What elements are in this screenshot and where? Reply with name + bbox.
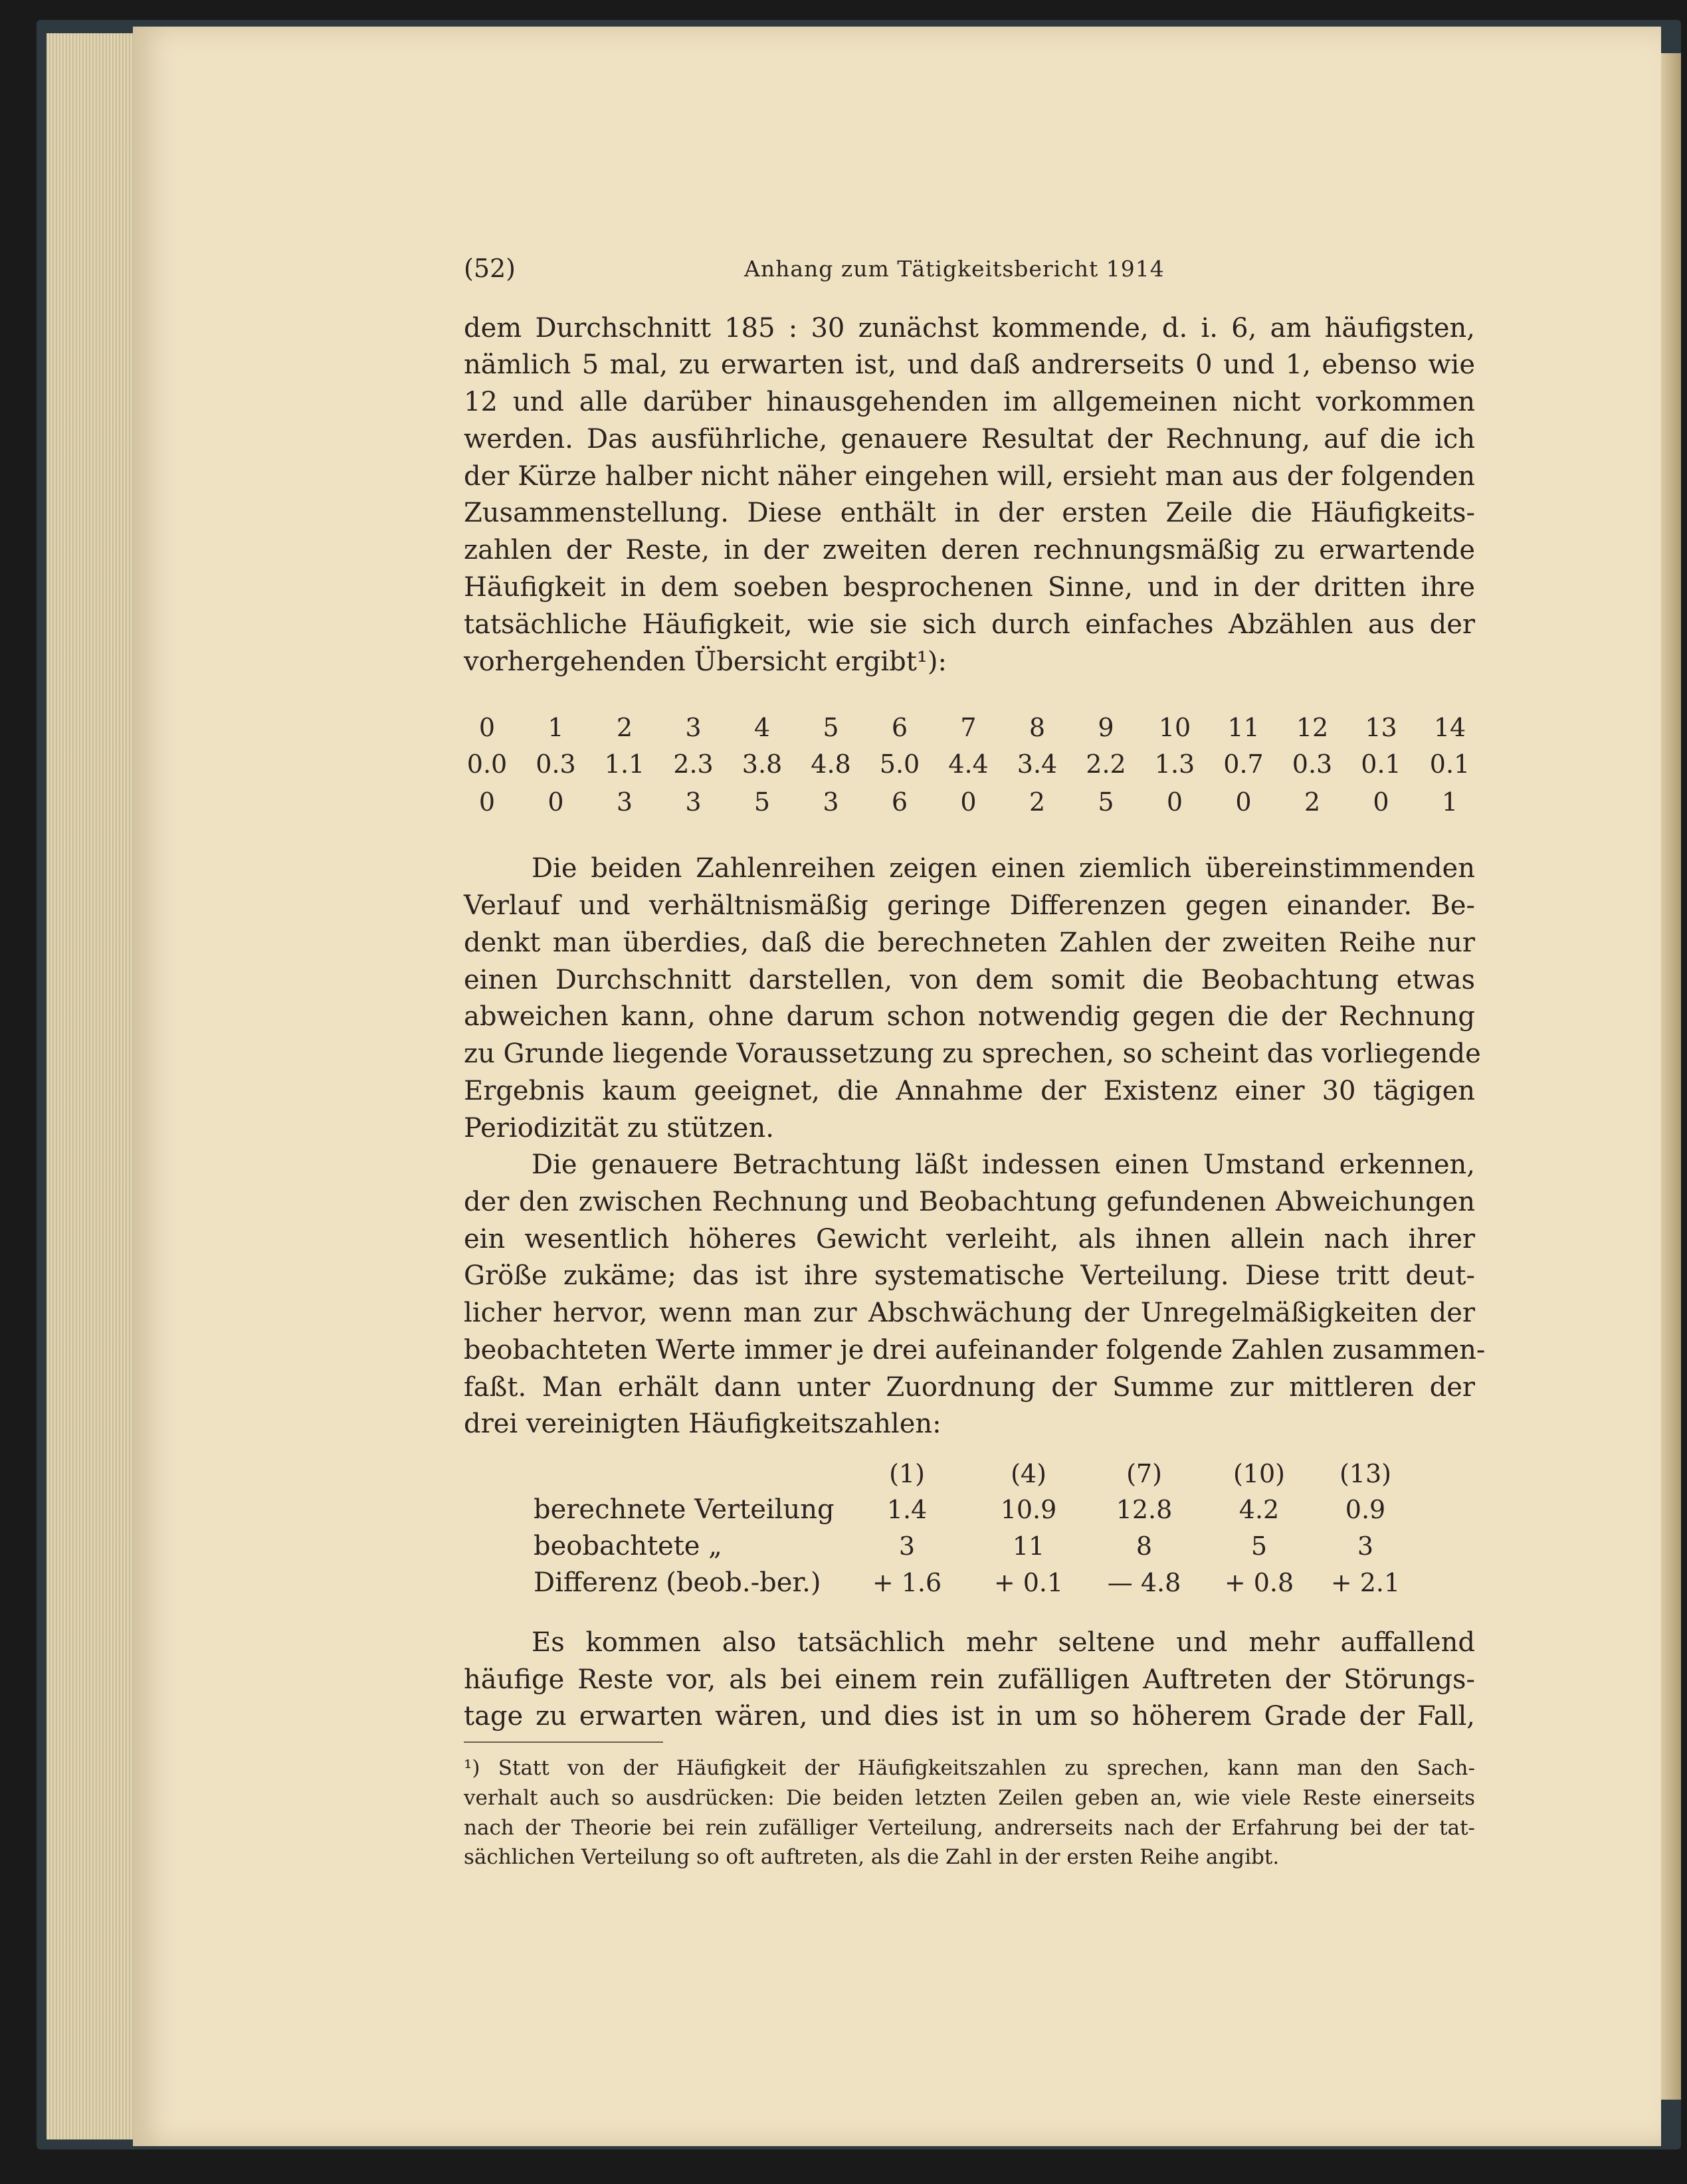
table-cell: 0 <box>1235 787 1252 817</box>
text-line: tatsächliche Häufigkeit, wie sie sich durch einfaches Abzählen aus der <box>464 609 1475 640</box>
text-line: denkt man überdies, daß die berechneten Zahlen der zweiten Reihe nur <box>464 928 1475 958</box>
table-cell: 5.0 <box>879 749 920 779</box>
table-cell: 3 <box>823 787 839 817</box>
table-cell: 0.1 <box>1361 749 1401 779</box>
text-line: einen Durchschnitt darstellen, von dem somit die Beobachtung etwas <box>464 965 1475 995</box>
text-line: Die beiden Zahlenreihen zeigen einen ziemlich übereinstimmenden <box>532 853 1475 884</box>
text-line: häufige Reste vor, als bei einem rein zufälligen Auftreten der Störungs- <box>464 1664 1475 1695</box>
column-header: (1) <box>889 1459 925 1488</box>
text-line: Verlauf und verhältnismäßig geringe Differenzen gegen einander. Be- <box>464 890 1475 921</box>
observed-frequency-row <box>0 785 1458 819</box>
column-header: (13) <box>1339 1459 1391 1488</box>
page-number: (52) <box>464 254 516 283</box>
table-cell: 0.3 <box>536 749 576 779</box>
table-cell: 12.8 <box>1116 1495 1173 1524</box>
table-cell: 1 <box>547 713 564 742</box>
text-line: zahlen der Reste, in der zweiten deren rechnungsmäßig zu erwartende <box>464 535 1475 565</box>
table-cell: 2.2 <box>1086 749 1126 779</box>
row-label: Differenz (beob.-ber.) <box>534 1567 821 1598</box>
table-cell: 0 <box>1166 787 1183 817</box>
text-line: 12 und alle darüber hinausgehenden im allgemeinen nicht vorkommen <box>464 387 1475 417</box>
table-cell: 13 <box>1365 713 1397 742</box>
page-edges <box>47 33 146 2139</box>
text-line: Ergebnis kaum geeignet, die Annahme der Existenz einer 30 tägigen <box>464 1076 1475 1106</box>
table-cell: 0 <box>478 787 496 817</box>
table-cell: 1.4 <box>886 1495 928 1524</box>
text-line: Die genauere Betrachtung läßt indessen einen Umstand erkennen, <box>532 1149 1475 1180</box>
table-cell: 2 <box>616 713 633 742</box>
table-cell: 10.9 <box>1000 1495 1057 1524</box>
footnote-line: verhalt auch so ausdrücken: Die beiden letzten Zeilen geben an, wie viele Reste einerseits <box>464 1786 1475 1810</box>
table-cell: 3 <box>685 787 702 817</box>
column-header: (4) <box>1011 1459 1046 1488</box>
text-line: der den zwischen Rechnung und Beobachtung gefundenen Abweichungen <box>464 1187 1475 1217</box>
text-line: Periodizität zu stützen. <box>464 1113 774 1143</box>
table-cell: 4.2 <box>1239 1495 1280 1524</box>
text-line: Größe zukäme; das ist ihre systematische Verteilung. Diese tritt deut- <box>464 1260 1475 1291</box>
table-cell: 5 <box>753 787 771 817</box>
table-cell: 5 <box>823 713 839 742</box>
table-cell: 8 <box>1029 713 1046 742</box>
table-cell: 12 <box>1296 713 1329 742</box>
table-cell: 11 <box>1227 713 1260 742</box>
table-cell: 0.1 <box>1429 749 1470 779</box>
table-cell: 14 <box>1433 713 1466 742</box>
table-cell: 0 <box>478 713 496 742</box>
table-cell: 11 <box>1012 1532 1045 1561</box>
text-line: der Kürze halber nicht näher eingehen will, ersieht man aus der folgenden <box>464 461 1475 492</box>
row-label: beobachtete „ <box>534 1531 722 1561</box>
right-page-edge <box>1661 53 1681 2100</box>
table-cell: 0.0 <box>466 749 508 779</box>
remainder-row <box>0 711 1466 744</box>
table-cell: 1.1 <box>604 749 645 779</box>
table-cell: + 2.1 <box>1330 1568 1401 1597</box>
table-cell: 5 <box>1250 1532 1268 1561</box>
table-cell: 4 <box>753 713 771 742</box>
text-line: licher hervor, wenn man zur Abschwächung der Unregelmäßigkeiten der <box>464 1298 1475 1328</box>
table-cell: 2.3 <box>673 749 714 779</box>
row-label: berechnete Verteilung <box>534 1494 835 1525</box>
column-header: (10) <box>1233 1459 1285 1488</box>
table-cell: 4.8 <box>811 749 851 779</box>
table-cell: 9 <box>1098 713 1114 742</box>
text-line: Es kommen also tatsächlich mehr seltene und mehr auffallend <box>532 1627 1475 1658</box>
text-line: vorhergehenden Übersicht ergibt¹): <box>464 646 947 677</box>
expected-frequency-row <box>0 747 1470 781</box>
table-cell: 5 <box>1098 787 1114 817</box>
table-cell: 3 <box>616 787 633 817</box>
table-cell: — 4.8 <box>1107 1568 1181 1597</box>
table-cell: + 1.6 <box>872 1568 942 1597</box>
running-header: Anhang zum Tätigkeitsbericht 1914 <box>744 256 1165 282</box>
table-cell: 0 <box>1373 787 1389 817</box>
footnote-rule <box>464 1741 663 1743</box>
table-cell: 1.3 <box>1154 749 1195 779</box>
text-line: abweichen kann, ohne darum schon notwendig gegen die der Rechnung <box>464 1001 1475 1032</box>
table-cell: 3.8 <box>742 749 783 779</box>
table-cell: + 0.1 <box>993 1568 1064 1597</box>
table-cell: 2 <box>1304 787 1321 817</box>
table-cell: 3 <box>1357 1532 1374 1561</box>
text-line: ein wesentlich höheres Gewicht verleiht, als ihnen allein nach ihrer <box>464 1224 1475 1254</box>
table-cell: 0 <box>547 787 564 817</box>
text-line: werden. Das ausführliche, genauere Resultat der Rechnung, auf die ich <box>464 424 1475 454</box>
text-line: faßt. Man erhält dann unter Zuordnung der Summe zur mittleren der <box>464 1372 1475 1403</box>
table-cell: + 0.8 <box>1224 1568 1294 1597</box>
table-cell: 2 <box>1029 787 1046 817</box>
table-cell: 10 <box>1158 713 1191 742</box>
footnote-line: sächlichen Verteilung so oft auftreten, als die Zahl in der ersten Reihe angibt. <box>464 1845 1280 1869</box>
text-line: Häufigkeit in dem soeben besprochenen Sinne, und in der dritten ihre <box>464 572 1475 603</box>
table-cell: 0.3 <box>1292 749 1333 779</box>
table-cell: 6 <box>891 787 908 817</box>
text-line: beobachteten Werte immer je drei aufeinander folgende Zahlen zusammen- <box>464 1335 1486 1365</box>
text-line: Zusammenstellung. Diese enthält in der ersten Zeile die Häufigkeits- <box>464 498 1475 528</box>
text-line: drei vereinigten Häufigkeitszahlen: <box>464 1409 942 1439</box>
text-line: zu Grunde liegende Voraussetzung zu sprechen, so scheint das vorliegende <box>464 1039 1481 1069</box>
text-line: nämlich 5 mal, zu erwarten ist, und daß andrerseits 0 und 1, ebenso wie <box>464 349 1475 380</box>
table-cell: 7 <box>960 713 977 742</box>
table-cell: 0 <box>960 787 977 817</box>
footnote-line: ¹) Statt von der Häufigkeit der Häufigkeitszahlen zu sprechen, kann man den Sach- <box>464 1756 1475 1780</box>
table-cell: 8 <box>1136 1532 1153 1561</box>
text-line: tage zu erwarten wären, und dies ist in um so höherem Grade der Fall, <box>464 1701 1475 1732</box>
footnote-line: nach der Theorie bei rein zufälliger Verteilung, andrerseits nach der Erfahrung bei der tat- <box>464 1816 1475 1840</box>
table-cell: 0.9 <box>1345 1495 1386 1524</box>
table-cell: 0.7 <box>1223 749 1264 779</box>
table-cell: 6 <box>891 713 908 742</box>
table-cell: 3 <box>898 1532 916 1561</box>
table-cell: 3.4 <box>1017 749 1058 779</box>
text-line: dem Durchschnitt 185 : 30 zunächst kommende, d. i. 6, am häufigsten, <box>464 313 1475 344</box>
column-header: (7) <box>1126 1459 1162 1488</box>
table-cell: 1 <box>1441 787 1458 817</box>
table-cell: 4.4 <box>948 749 989 779</box>
table-cell: 3 <box>685 713 702 742</box>
